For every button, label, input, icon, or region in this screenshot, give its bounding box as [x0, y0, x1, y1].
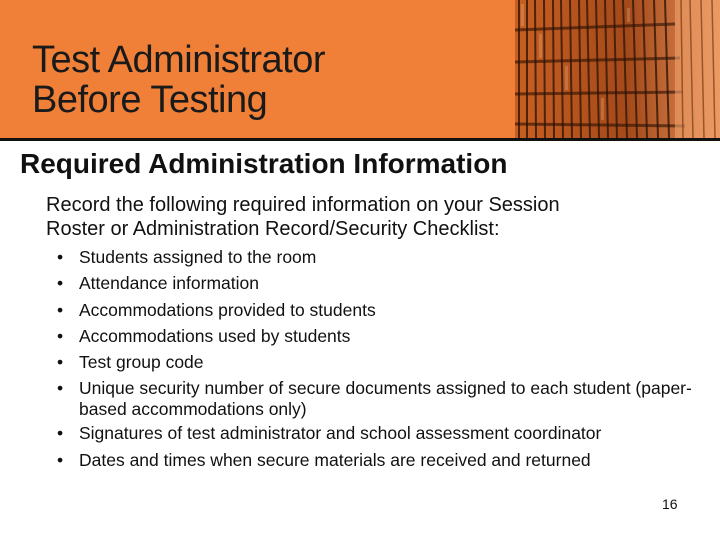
list-item — [55, 297, 695, 323]
intro-line-2: Roster or Administration Record/Security Checklist: — [46, 218, 500, 240]
list-item — [55, 323, 695, 349]
list-item — [55, 244, 695, 270]
library-bookshelves-image — [515, 0, 720, 138]
list-item-text: Dates and times when secure materials are received and returned — [79, 449, 591, 470]
bullet-icon: • — [57, 273, 64, 294]
required-info-list — [55, 244, 695, 473]
list-item-text: Signatures of test administrator and school assessment coordinator — [79, 423, 602, 444]
list-item — [55, 378, 695, 420]
title-line-1: Test Administrator — [32, 39, 325, 81]
list-item-text: Accommodations used by students — [79, 325, 351, 346]
header-divider — [0, 138, 720, 141]
list-item — [55, 447, 695, 473]
bullet-icon: • — [57, 423, 64, 444]
bullet-icon: • — [57, 378, 64, 399]
slide-header — [0, 0, 720, 138]
list-item-text: Attendance information — [79, 273, 259, 294]
intro-line-1: Record the following required information on your Session — [46, 194, 560, 216]
title-line-2: Before Testing — [32, 79, 268, 121]
intro-text — [46, 193, 686, 241]
list-item-text: Test group code — [79, 352, 204, 373]
section-heading: Required Administration Information — [20, 148, 508, 179]
list-item — [55, 349, 695, 375]
list-item — [55, 420, 695, 446]
list-item-text: Accommodations provided to students — [79, 299, 376, 320]
list-item-text: Students assigned to the room — [79, 247, 317, 267]
bullet-icon: • — [57, 247, 64, 267]
bullet-icon: • — [57, 352, 64, 373]
slide-title — [32, 40, 325, 120]
bullet-icon: • — [57, 299, 64, 320]
list-item — [55, 270, 695, 296]
list-item-text: Unique security number of secure documents assigned to each student (paper-based accommodations only) — [79, 378, 692, 420]
bullet-icon: • — [57, 325, 64, 346]
page-number: 16 — [662, 496, 678, 512]
bullet-icon: • — [57, 449, 64, 470]
